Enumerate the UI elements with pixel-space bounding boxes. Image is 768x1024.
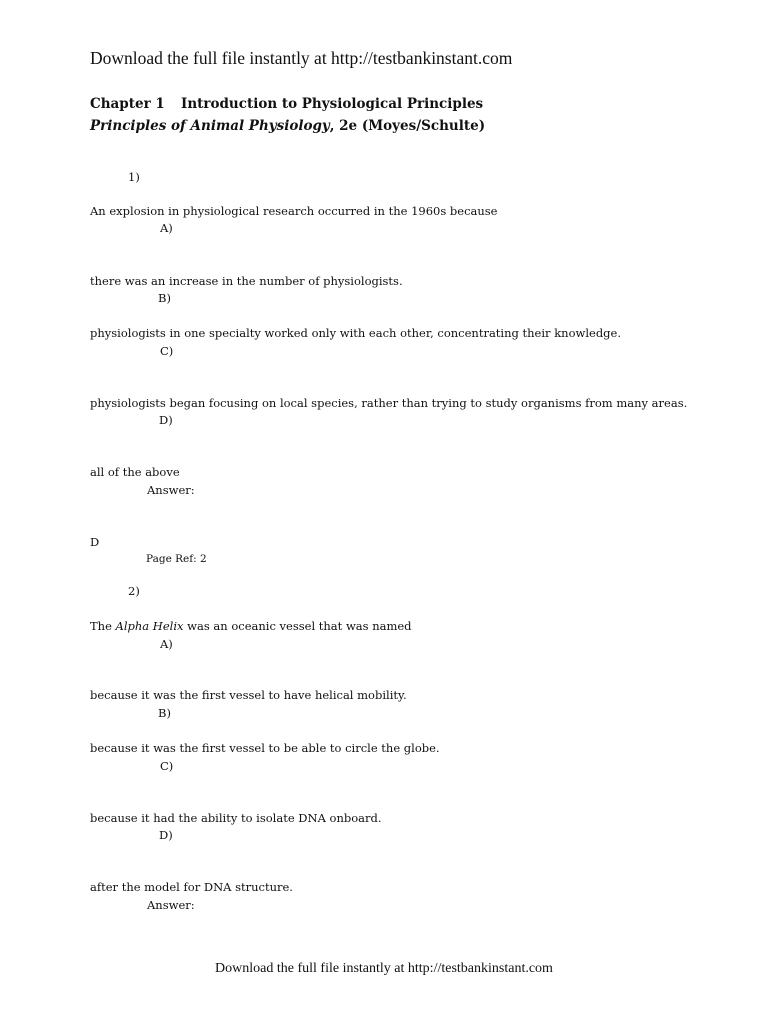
option-text: because it was the first vessel to have helical mobility. [90, 688, 407, 702]
option-letter: A) [160, 221, 173, 235]
option-text: physiologists in one specialty worked only with each other, concentrating their knowledge. [90, 326, 621, 340]
option-text: all of the above [90, 465, 180, 479]
vessel-name: Alpha Helix [115, 619, 184, 633]
option-letter: B) [158, 706, 171, 720]
book-edition: , 2e (Moyes/Schulte) [329, 118, 486, 134]
option-letter: B) [158, 291, 171, 305]
option-text: because it was the first vessel to be able to circle the globe. [90, 741, 440, 755]
footer-download-banner: Download the full file instantly at http://testbankinstant.com [215, 961, 553, 976]
book-title: Principles of Animal Physiology [90, 118, 330, 134]
answer-label: Answer: [147, 483, 195, 497]
option-text: because it had the ability to isolate DNA onboard. [90, 811, 382, 825]
option-text: physiologists began focusing on local species, rather than trying to study organisms from many areas. [90, 396, 688, 410]
question-number: 1) [128, 170, 140, 184]
chapter-label: Chapter 1 [90, 96, 165, 112]
stem-suffix: was an oceanic vessel that was named [183, 619, 412, 633]
chapter-title: Introduction to Physiological Principles [181, 96, 484, 112]
question-stem [90, 619, 412, 633]
option-letter: D) [159, 828, 173, 842]
option-letter: A) [160, 637, 173, 651]
option-text: after the model for DNA structure. [90, 880, 293, 894]
book-reference [90, 118, 485, 134]
option-letter: C) [160, 759, 174, 773]
question-stem: An explosion in physiological research occurred in the 1960s because [90, 204, 498, 218]
option-letter: D) [159, 413, 173, 427]
header-download-banner: Download the full file instantly at http://testbankinstant.com [90, 48, 513, 68]
page-reference: Page Ref: 2 [146, 553, 207, 565]
option-letter: C) [160, 344, 174, 358]
answer-label: Answer: [147, 898, 195, 912]
question-number: 2) [128, 584, 140, 598]
stem-prefix: The [90, 619, 116, 633]
answer-value: D [90, 535, 100, 549]
option-text: there was an increase in the number of physiologists. [90, 274, 403, 288]
